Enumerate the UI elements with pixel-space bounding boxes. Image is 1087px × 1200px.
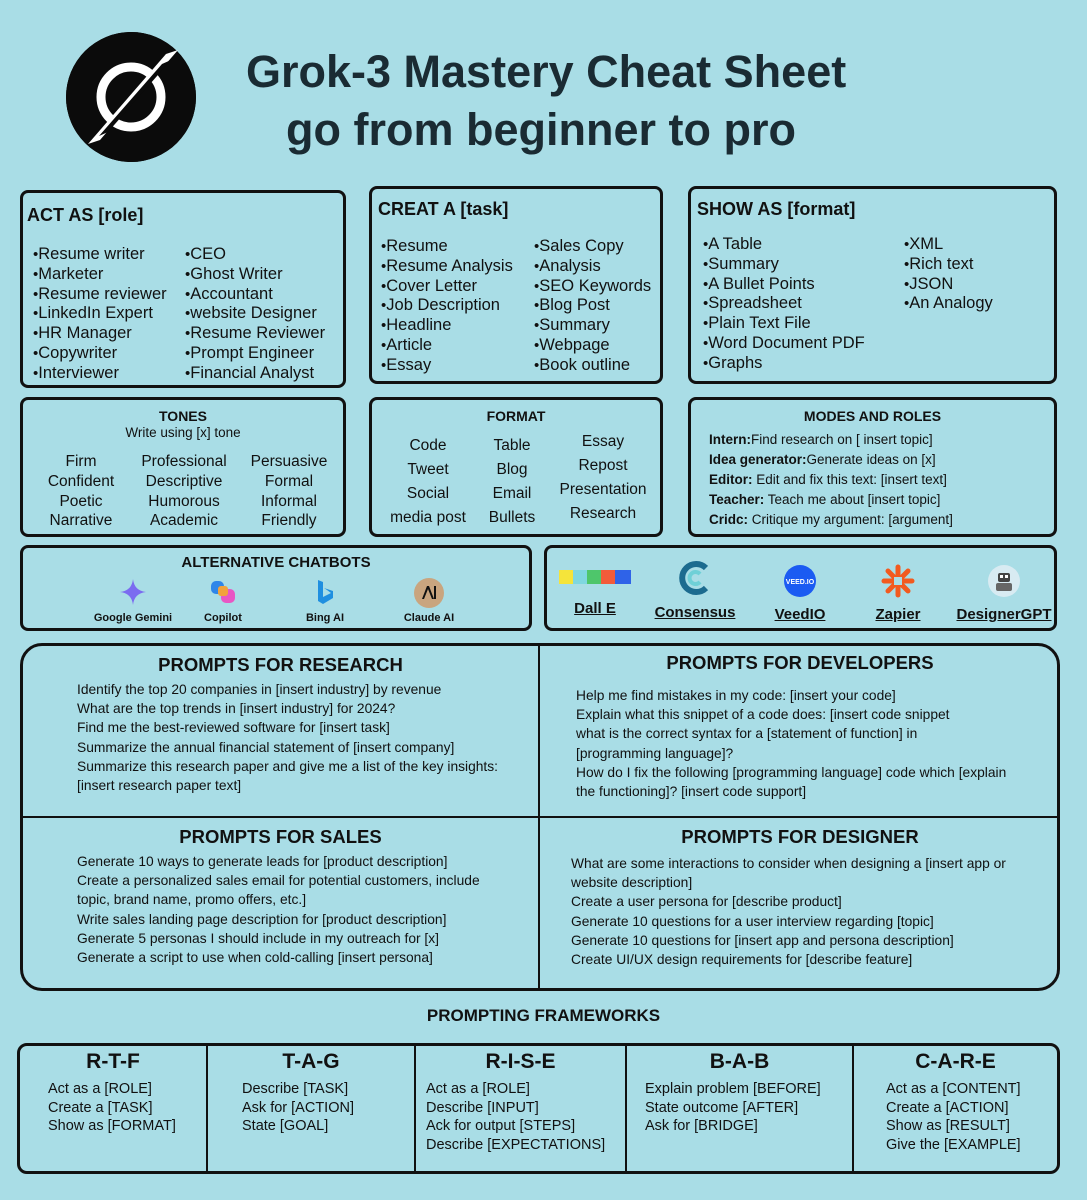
create-a-box <box>369 186 663 384</box>
framework-val: [STEPS] <box>519 1118 576 1134</box>
framework-key: Act as a <box>886 1081 939 1097</box>
framework-val: [EXPECTATIONS] <box>487 1136 606 1153</box>
prompt-line: Summarize the annual financial statement of [insert company] <box>77 739 455 755</box>
framework-row <box>645 1099 821 1118</box>
framework-key: Ask for <box>645 1118 691 1134</box>
prompt-line: Create a personalized sales email for potential customers, include <box>77 873 480 889</box>
prompts-designer-list <box>571 854 1006 969</box>
framework-row <box>645 1117 821 1136</box>
framework-key: Describe <box>426 1136 484 1153</box>
claude-icon <box>414 578 444 608</box>
tool-designergpt[interactable] <box>949 564 1059 623</box>
mode-role: Teacher: <box>709 492 765 507</box>
framework-val: [BEFORE] <box>753 1081 821 1097</box>
list-item: Persuasive <box>250 453 328 470</box>
list-item: • Webpage <box>534 336 651 356</box>
list-item: • A Table <box>703 235 865 255</box>
tools-box <box>544 545 1057 631</box>
list-item: • XML <box>904 235 993 255</box>
framework-rise <box>414 1046 625 1171</box>
list-item: • Prompt Engineer <box>185 344 325 364</box>
tool-zapier[interactable] <box>857 564 939 623</box>
list-item: • Job Description <box>381 296 513 316</box>
framework-row <box>242 1080 354 1099</box>
list-item: • Resume writer <box>33 245 167 265</box>
framework-key: Create a <box>886 1099 942 1116</box>
framework-tag <box>206 1046 414 1171</box>
chatbot-claude[interactable] <box>379 578 479 624</box>
tool-consensus[interactable] <box>647 560 743 621</box>
framework-row <box>242 1117 354 1136</box>
chatbots-box <box>20 545 532 631</box>
list-item: Humorous <box>148 492 220 510</box>
modes-box <box>688 397 1057 537</box>
framework-name: R-I-S-E <box>485 1050 556 1073</box>
prompt-line: What are some interactions to consider when designing a [insert app or <box>571 856 1006 871</box>
tool-veedio[interactable] <box>759 564 841 623</box>
list-item: • Interviewer <box>33 364 167 384</box>
prompt-line: website description] <box>571 875 693 891</box>
framework-key: Act as a <box>48 1081 101 1097</box>
framework-row <box>48 1099 176 1118</box>
prompt-line: topic, brand name, promo offers, etc.] <box>77 892 307 908</box>
framework-val: [RESULT] <box>945 1118 1010 1134</box>
tool-dalle[interactable] <box>555 570 635 617</box>
format-col1 <box>378 434 478 530</box>
grok-logo <box>66 32 196 162</box>
list-item: • SEO Keywords <box>534 277 651 297</box>
show-as-box <box>688 186 1057 384</box>
prompt-line: Summarize this research paper and give me a list of the key insights: <box>77 758 499 774</box>
framework-val: [ACTION] <box>945 1099 1009 1116</box>
list-item: • Word Document PDF <box>703 334 865 354</box>
list-item: Table <box>493 437 531 454</box>
framework-val: [TASK] <box>303 1081 349 1097</box>
list-item: media post <box>390 509 466 526</box>
prompt-line: the functioning]? [insert code support] <box>576 784 807 800</box>
chatbot-label: Claude AI <box>403 612 455 624</box>
create-a-title: CREAT A [task] <box>378 199 509 219</box>
framework-val: [AFTER] <box>742 1099 799 1116</box>
prompt-line: Generate a script to use when cold-calling [insert persona] <box>77 950 433 966</box>
framework-bab <box>625 1046 852 1171</box>
list-item: • Essay <box>381 356 513 376</box>
list-item: • Spreadsheet <box>703 294 865 314</box>
framework-care <box>852 1046 1057 1171</box>
tones-col1 <box>31 452 131 531</box>
list-item: Narrative <box>49 512 113 530</box>
list-item: Presentation <box>559 481 647 498</box>
tones-subtitle: Write using [x] tone <box>125 425 241 440</box>
tool-label: Dall E <box>574 600 616 617</box>
framework-name: R-T-F <box>86 1050 140 1073</box>
mode-text: Edit and fix this text: [insert text] <box>752 472 947 487</box>
list-item: Formal <box>264 472 314 490</box>
list-item: • An Analogy <box>904 294 993 314</box>
chatbot-gemini[interactable] <box>83 578 183 624</box>
framework-key: Describe <box>242 1081 300 1097</box>
list-item: • Marketer <box>33 265 167 285</box>
framework-row <box>645 1080 821 1099</box>
list-item: • Resume Reviewer <box>185 324 325 344</box>
chatbot-label: Bing AI <box>305 612 345 624</box>
consensus-icon <box>678 560 712 596</box>
list-item: • Copywriter <box>33 344 167 364</box>
mode-role: Intern: <box>709 432 751 447</box>
zapier-icon <box>881 564 915 598</box>
mode-text: Find research on [ insert topic] <box>751 432 933 447</box>
framework-val: [ACTION] <box>291 1099 354 1116</box>
list-item: Academic <box>149 512 219 530</box>
framework-row <box>48 1080 176 1099</box>
prompt-line: [insert research paper text] <box>77 778 242 794</box>
list-item: Code <box>409 437 447 454</box>
modes-title: MODES AND ROLES <box>803 408 942 424</box>
framework-val: [ROLE] <box>482 1081 530 1097</box>
mode-role: Cridc: <box>709 512 749 527</box>
list-item: • Resume Analysis <box>381 257 513 277</box>
list-item: • Cover Letter <box>381 277 513 297</box>
list-item: Repost <box>578 457 628 474</box>
list-item: • Summary <box>703 255 865 275</box>
framework-rows <box>645 1080 821 1136</box>
framework-row <box>886 1080 1021 1099</box>
prompt-line: Generate 10 ways to generate leads for [product description] <box>77 854 448 869</box>
framework-val: [CONTENT] <box>942 1081 1021 1097</box>
framework-rows <box>242 1080 354 1136</box>
tones-box <box>20 397 346 537</box>
list-item: • Financial Analyst <box>185 364 325 384</box>
prompt-line: Identify the top 20 companies in [insert industry] by revenue <box>77 682 442 697</box>
list-item: • website Designer <box>185 304 325 324</box>
framework-row <box>426 1080 605 1099</box>
framework-key: Ack for output <box>426 1118 516 1134</box>
copilot-icon <box>208 578 238 606</box>
prompts-research-list <box>77 680 498 795</box>
show-as-title: SHOW AS [format] <box>697 199 856 219</box>
framework-row <box>426 1099 605 1118</box>
list-item: • Rich text <box>904 255 993 275</box>
framework-rows <box>886 1080 1021 1154</box>
mode-text: Critique my argument: [argument] <box>748 512 953 527</box>
list-item: Essay <box>581 433 625 450</box>
framework-key: State <box>242 1118 276 1134</box>
prompt-line: How do I fix the following [programming language] code which [explain <box>576 764 1007 780</box>
act-as-col2 <box>185 245 325 384</box>
list-item: • LinkedIn Expert <box>33 304 167 324</box>
chatbots-title: ALTERNATIVE CHATBOTS <box>181 554 371 571</box>
act-as-box <box>20 190 346 388</box>
framework-name: T-A-G <box>282 1050 340 1073</box>
tool-label: VeedIO <box>774 606 826 623</box>
prompts-developers-list <box>576 686 1006 801</box>
list-item: • HR Manager <box>33 324 167 344</box>
list-item: Bullets <box>488 509 536 526</box>
list-item: • Blog Post <box>534 296 651 316</box>
page-subtitle: go from beginner to pro <box>286 104 796 155</box>
format-col2 <box>472 434 552 530</box>
framework-key: Create a <box>48 1099 104 1116</box>
frameworks-box <box>17 1043 1060 1174</box>
list-item: • Book outline <box>534 356 651 376</box>
create-a-col2 <box>534 237 651 376</box>
mode-item <box>709 450 953 470</box>
mode-item <box>709 490 953 510</box>
framework-key: Describe <box>426 1099 484 1116</box>
prompts-sales <box>23 818 538 988</box>
framework-rows <box>48 1080 176 1136</box>
chatbot-label: Copilot <box>204 612 242 624</box>
framework-row <box>242 1099 354 1118</box>
designergpt-icon <box>987 564 1021 598</box>
bing-icon <box>311 578 339 606</box>
create-a-col1 <box>381 237 513 376</box>
framework-key: Show as <box>48 1118 104 1134</box>
modes-list <box>709 430 953 530</box>
prompt-line: Create UI/UX design requirements for [describe feature] <box>571 952 913 968</box>
list-item: • CEO <box>185 245 325 265</box>
framework-key: Show as <box>886 1118 942 1134</box>
format-title: FORMAT <box>486 408 546 424</box>
list-item: Tweet <box>407 461 449 478</box>
mode-text: Teach me about [insert topic] <box>764 492 941 507</box>
list-item: • Summary <box>534 316 651 336</box>
mode-item <box>709 470 953 490</box>
prompt-line: Explain what this snippet of a code does: [insert code snippet <box>576 707 950 723</box>
framework-val: [GOAL] <box>279 1118 329 1134</box>
list-item: • Analysis <box>534 257 651 277</box>
framework-val: [BRIDGE] <box>694 1118 758 1134</box>
framework-key: Explain problem <box>645 1081 749 1097</box>
framework-key: State outcome <box>645 1099 739 1116</box>
chatbot-copilot[interactable] <box>173 578 273 624</box>
list-item: • Plain Text File <box>703 314 865 334</box>
prompt-line: Generate 10 questions for a user interview regarding [topic] <box>571 913 934 929</box>
tones-title: TONES <box>159 408 207 424</box>
veedio-mark: VEED.IO <box>785 579 815 586</box>
chatbot-bing[interactable] <box>275 578 375 624</box>
act-as-col1 <box>33 245 167 384</box>
framework-row <box>886 1136 1021 1155</box>
tones-col3 <box>239 452 339 531</box>
framework-row <box>426 1136 605 1155</box>
format-box <box>369 397 663 537</box>
mode-text: Generate ideas on [x] <box>806 452 936 467</box>
list-item: • Graphs <box>703 354 865 374</box>
framework-rows <box>426 1080 605 1154</box>
list-item: Poetic <box>59 492 103 510</box>
list-item: • A Bullet Points <box>703 275 865 295</box>
prompt-line: what is the correct syntax for a [statement of function] in <box>576 726 918 742</box>
list-item: Professional <box>141 453 227 470</box>
prompts-designer <box>540 818 1060 988</box>
list-item: Descriptive <box>145 472 223 490</box>
list-item: • Headline <box>381 316 513 336</box>
list-item: • Article <box>381 336 513 356</box>
mode-item <box>709 510 953 530</box>
page-title: Grok-3 Mastery Cheat Sheet <box>246 46 847 97</box>
framework-key: Give the <box>886 1136 940 1153</box>
dalle-icon <box>559 570 631 584</box>
list-item: Email <box>492 485 532 502</box>
tool-label: Zapier <box>875 606 921 623</box>
framework-val: [EXAMPLE] <box>944 1136 1021 1153</box>
prompt-line: Generate 5 personas I should include in my outreach for [x] <box>77 930 439 946</box>
list-item: • Resume <box>381 237 513 257</box>
framework-rtf <box>20 1046 206 1171</box>
prompts-box <box>20 643 1060 991</box>
prompt-line: Find me the best-reviewed software for [insert task] <box>77 720 390 736</box>
prompts-research <box>23 646 538 816</box>
framework-val: [INPUT] <box>487 1099 539 1116</box>
prompts-designer-title: PROMPTS FOR DESIGNER <box>681 826 919 847</box>
tones-col2 <box>129 452 239 531</box>
list-item: • Sales Copy <box>534 237 651 257</box>
list-item: Firm <box>65 453 97 470</box>
list-item: Friendly <box>261 512 317 530</box>
prompts-sales-list <box>77 852 480 967</box>
show-as-col1 <box>703 235 865 374</box>
framework-name: B-A-B <box>709 1050 770 1073</box>
prompt-line: Help me find mistakes in my code: [insert your code] <box>576 688 896 703</box>
gemini-icon <box>119 578 147 606</box>
list-item: Confident <box>47 472 115 490</box>
framework-row <box>886 1099 1021 1118</box>
list-item: • Accountant <box>185 285 325 305</box>
framework-val: [FORMAT] <box>107 1118 176 1134</box>
list-item: • Resume reviewer <box>33 285 167 305</box>
prompts-research-title: PROMPTS FOR RESEARCH <box>158 654 403 675</box>
prompt-line: Generate 10 questions for [insert app and persona description] <box>571 932 954 948</box>
mode-item <box>709 430 953 450</box>
prompts-developers-title: PROMPTS FOR DEVELOPERS <box>666 652 934 673</box>
framework-key: Act as a <box>426 1081 479 1097</box>
framework-key: Ask for <box>242 1099 288 1116</box>
framework-row <box>886 1117 1021 1136</box>
format-col3 <box>548 430 658 526</box>
framework-val: [TASK] <box>107 1099 153 1116</box>
show-as-col2 <box>904 235 993 314</box>
grok-logo-icon <box>66 32 196 162</box>
tool-label: DesignerGPT <box>956 606 1052 623</box>
prompt-line: [programming language]? <box>576 745 734 761</box>
framework-val: [ROLE] <box>104 1081 152 1097</box>
mode-role: Editor: <box>709 472 753 487</box>
framework-name: C-A-R-E <box>915 1050 996 1073</box>
chatbot-label: Google Gemini <box>93 612 173 624</box>
list-item: • Ghost Writer <box>185 265 325 285</box>
prompt-line: Create a user persona for [describe product] <box>571 894 842 910</box>
veedio-icon <box>783 564 817 598</box>
framework-row <box>426 1117 605 1136</box>
tool-label: Consensus <box>654 604 736 621</box>
framework-row <box>48 1117 176 1136</box>
act-as-title: ACT AS [role] <box>27 205 144 225</box>
list-item: Blog <box>496 461 528 478</box>
list-item: Research <box>569 505 637 522</box>
prompts-developers <box>540 646 1060 816</box>
prompt-line: Write sales landing page description for [product description] <box>77 911 447 927</box>
prompt-line: What are the top trends in [insert industry] for 2024? <box>77 701 396 717</box>
list-item: • JSON <box>904 275 993 295</box>
list-item: Social <box>406 485 450 502</box>
prompts-sales-title: PROMPTS FOR SALES <box>179 826 382 847</box>
mode-role: Idea generator: <box>709 452 807 467</box>
frameworks-title: PROMPTING FRAMEWORKS <box>426 1006 661 1025</box>
list-item: Informal <box>261 492 317 510</box>
